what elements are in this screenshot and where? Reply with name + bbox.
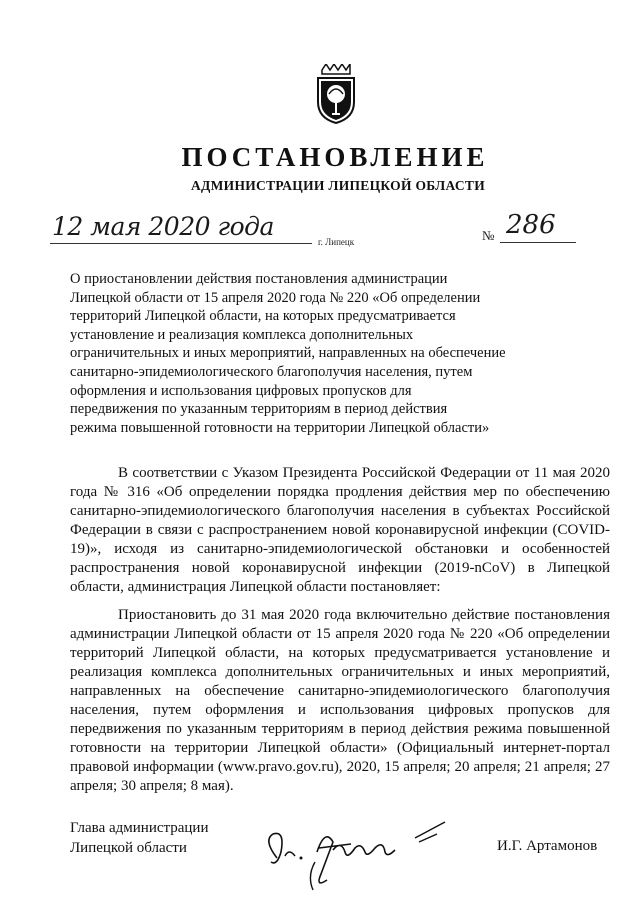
date-underline <box>50 243 312 244</box>
handwritten-number: 286 <box>506 210 556 240</box>
body-paragraph-2: Приостановить до 31 мая 2020 года включительно действие постановления администрации Липецкой области от 15 апреля 2020 года № 220 «Об определении территорий Липецкой области, на которых предусматривается установление и реализация комплекса дополнительных ограничительных и иных мероприятий, направленных на обеспечение санитарно-эпидемиологического благополучия населения, путем оформления и использования цифровых пропусков для передвижения по указанным территориям в период действия режима повышенной готовности на территории Липецкой области» (Официальный интернет-портал правовой информации (www.pravo.gov.ru), 2020, 15 апреля; 20 апреля; 21 апреля; 27 апреля; 30 апреля; 8 мая). <box>70 607 610 794</box>
handwritten-date: 12 мая 2020 года <box>52 212 274 241</box>
body-paragraph-1: В соответствии с Указом Президента Российской Федерации от 11 мая 2020 года № 316 «Об определении порядка продления действия мер по обеспечению санитарно-эпидемиологического благополучия населения в субъектах Российской Федерации в связи с распространением новой коронавирусной инфекции (COVID-19)», исходя из санитарно-эпидемиологической обстановки и особенностей распространения новой коронавирусной инфекции (2019-nCoV) в Липецкой области, администрация Липецкой области постановляет: <box>70 465 610 595</box>
document-subject: О приостановлении действия постановления администрации Липецкой области от 15 апреля 2020 года № 220 «Об определении территорий Липецкой области, на которых предусматривается установление и реализация комплекса дополнительных ограничительных и иных мероприятий, направленных на обеспечение санитарно-эпидемиологического благополучия населения, путем оформления и использования цифровых пропусков для передвижения по указанным территориям в период действия режима повышенной готовности на территории Липецкой области» <box>70 271 506 436</box>
number-underline <box>500 242 576 243</box>
coat-of-arms-icon <box>312 64 360 124</box>
handwritten-signature-icon <box>255 818 455 894</box>
number-label: № <box>482 228 495 243</box>
signer-name: И.Г. Артамонов <box>497 838 598 854</box>
city-label: г. Липецк <box>318 237 355 247</box>
signer-role: Глава администрации Липецкой области <box>70 820 209 856</box>
document-title: ПОСТАНОВЛЕНИЕ <box>181 142 489 172</box>
document-subtitle: АДМИНИСТРАЦИИ ЛИПЕЦКОЙ ОБЛАСТИ <box>190 178 486 193</box>
